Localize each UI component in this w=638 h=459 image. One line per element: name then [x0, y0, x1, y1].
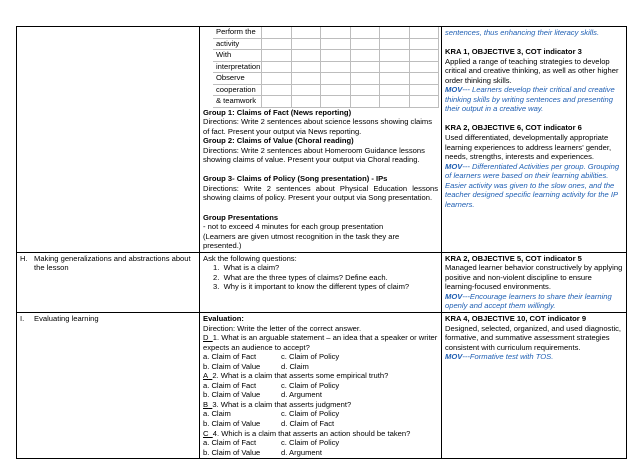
activity-line: Observe [213, 73, 262, 85]
question-item: 2. What are the three types of claims? Define each. [213, 272, 388, 282]
kra-continuation: sentences, thus enhancing their literacy skills. [445, 28, 600, 37]
activity-line: With [213, 50, 262, 62]
table-row [17, 27, 627, 253]
evaluation-item: C 4. Which is a claim that asserts an action should be taken? [203, 428, 411, 438]
kra-title: KRA 4, OBJECTIVE 10, COT indicator 9 [445, 313, 587, 323]
kra-mov [445, 352, 623, 362]
kra2-mov [445, 162, 623, 210]
evaluation-item: D 1. What is an arguable statement – an idea that a speaker or writer expects an audience to accept? [203, 333, 438, 352]
mov-text: ---Formative test with TOS. [462, 352, 554, 362]
choices-row: b. Claim of Value d. Claim [203, 361, 309, 371]
kra1-text: Applied a range of teaching strategies to develop critical and creative thinking, as well as other higher order thinking skills. [445, 56, 619, 85]
evaluation-cell [200, 312, 442, 458]
group2-title: Group 2: Claims of Value (Choral reading) [203, 136, 354, 146]
question-item: 1. What is a claim? [213, 263, 280, 273]
table-row [17, 252, 627, 312]
kra-text: Designed, selected, organized, and used diagnostic, formative, and summative assessment strategies consistent with curriculum requirements. [445, 323, 622, 352]
mov-label: MOV [445, 85, 463, 95]
question-item: 3. Why is it important to know the different types of claim? [213, 282, 410, 292]
table-row [17, 312, 627, 458]
activity-line: & teamwork [213, 96, 262, 108]
mov-label: MOV [445, 352, 463, 362]
kra-mov [445, 292, 623, 311]
activity-line: cooperation [213, 84, 262, 96]
generalization-cell [200, 252, 442, 312]
choices-row: b. Claim of Value d. Argument [203, 447, 322, 457]
evaluation-item: B 3. What is a claim that asserts judgment? [203, 399, 352, 409]
row-letter: I. [20, 313, 25, 323]
activity-line: interpretation [213, 61, 262, 73]
choices-row: a. Claim c. Claim of Policy [203, 409, 340, 419]
row-letter: H. [20, 253, 28, 263]
kra-title: KRA 2, OBJECTIVE 5, COT indicator 5 [445, 253, 582, 263]
kra-cell-i [442, 312, 627, 458]
row-label: Evaluating learning [34, 313, 99, 323]
mov-label: MOV [445, 291, 463, 301]
procedure-cell-h [17, 252, 200, 312]
evaluation-item: A 2. What is a claim that asserts some empirical truth? [203, 371, 389, 381]
group3-directions: Directions: Write 2 sentences about Physical Education lessons showing claims of policy. Present your output via Song presentation. [203, 183, 438, 203]
group-presentations-note: (Learners are given utmost recognition in the task they are presented.) [203, 231, 400, 251]
group-presentations-title: Group Presentations [203, 212, 279, 222]
choices-row: a. Claim of Fact c. Claim of Policy [203, 352, 340, 362]
group2-directions: Directions: Write 2 sentences about Homeroom Guidance lessons showing claims of value. Present your output via Choral reading. [203, 145, 425, 165]
evaluation-title: Evaluation: [203, 313, 244, 323]
choices-row: b. Claim of Value d. Claim of Fact [203, 419, 335, 428]
mov-label: MOV [445, 161, 463, 171]
mov-text: --- Differentiated Activities per group. Grouping of learners were based on their learning abilities. Easier activity was given to the slow ones, and the teacher designed specific learning activity for the IP learners. [445, 161, 620, 209]
group3-title: Group 3- Claims of Policy (Song presentation) - IPs [203, 174, 388, 184]
activity-line: activity [213, 38, 262, 50]
evaluation-direction: Direction: Write the letter of the correct answer. [203, 323, 362, 333]
group-presentations-rule: - not to exceed 4 minutes for each group presentation [203, 222, 384, 232]
mov-text: --- Learners develop their critical and creative thinking skills by writing sentences and presenting their output in a creative way. [445, 85, 615, 114]
kra2-text: Used differentiated, developmentally appropriate learning experiences to address learners' gender, needs, strengths, interests and experiences. [445, 133, 612, 162]
kra2-title: KRA 2, OBJECTIVE 6, COT indicator 6 [445, 123, 582, 133]
lesson-plan-table [16, 26, 627, 459]
group1-directions: Directions: Write 2 sentences about science lessons showing claims of fact. Present your output via News reporting. [203, 117, 433, 136]
kra-cell [442, 27, 627, 253]
choices-row: a. Claim of Fact c. Claim of Policy [203, 380, 340, 390]
choices-row: b. Claim of Value d. Argument [203, 390, 322, 400]
procedure-cell-empty [17, 27, 200, 253]
kra-cell-h [442, 252, 627, 312]
kra-text: Managed learner behavior constructively by applying positive and non-violent discipline to ensure learning-focused environments. [445, 263, 623, 292]
row-label: Making generalizations and abstractions about the lesson [34, 253, 191, 273]
choices-row: a. Claim of Fact c. Claim of Policy [203, 438, 340, 448]
activity-line: Perform the [213, 27, 262, 38]
lesson-plan-page [16, 26, 626, 459]
kra1-mov [445, 85, 623, 114]
activity-cell [200, 27, 442, 253]
mov-text: ---Encourage learners to share their learning openly and accept them willingly. [445, 291, 612, 311]
activity-grid [213, 27, 439, 108]
procedure-cell-i [17, 312, 200, 458]
group1-title: Group 1: Claims of Fact (News reporting) [203, 107, 352, 117]
kra1-title: KRA 1, OBJECTIVE 3, COT indicator 3 [445, 47, 582, 57]
questions-intro: Ask the following questions: [203, 253, 297, 263]
